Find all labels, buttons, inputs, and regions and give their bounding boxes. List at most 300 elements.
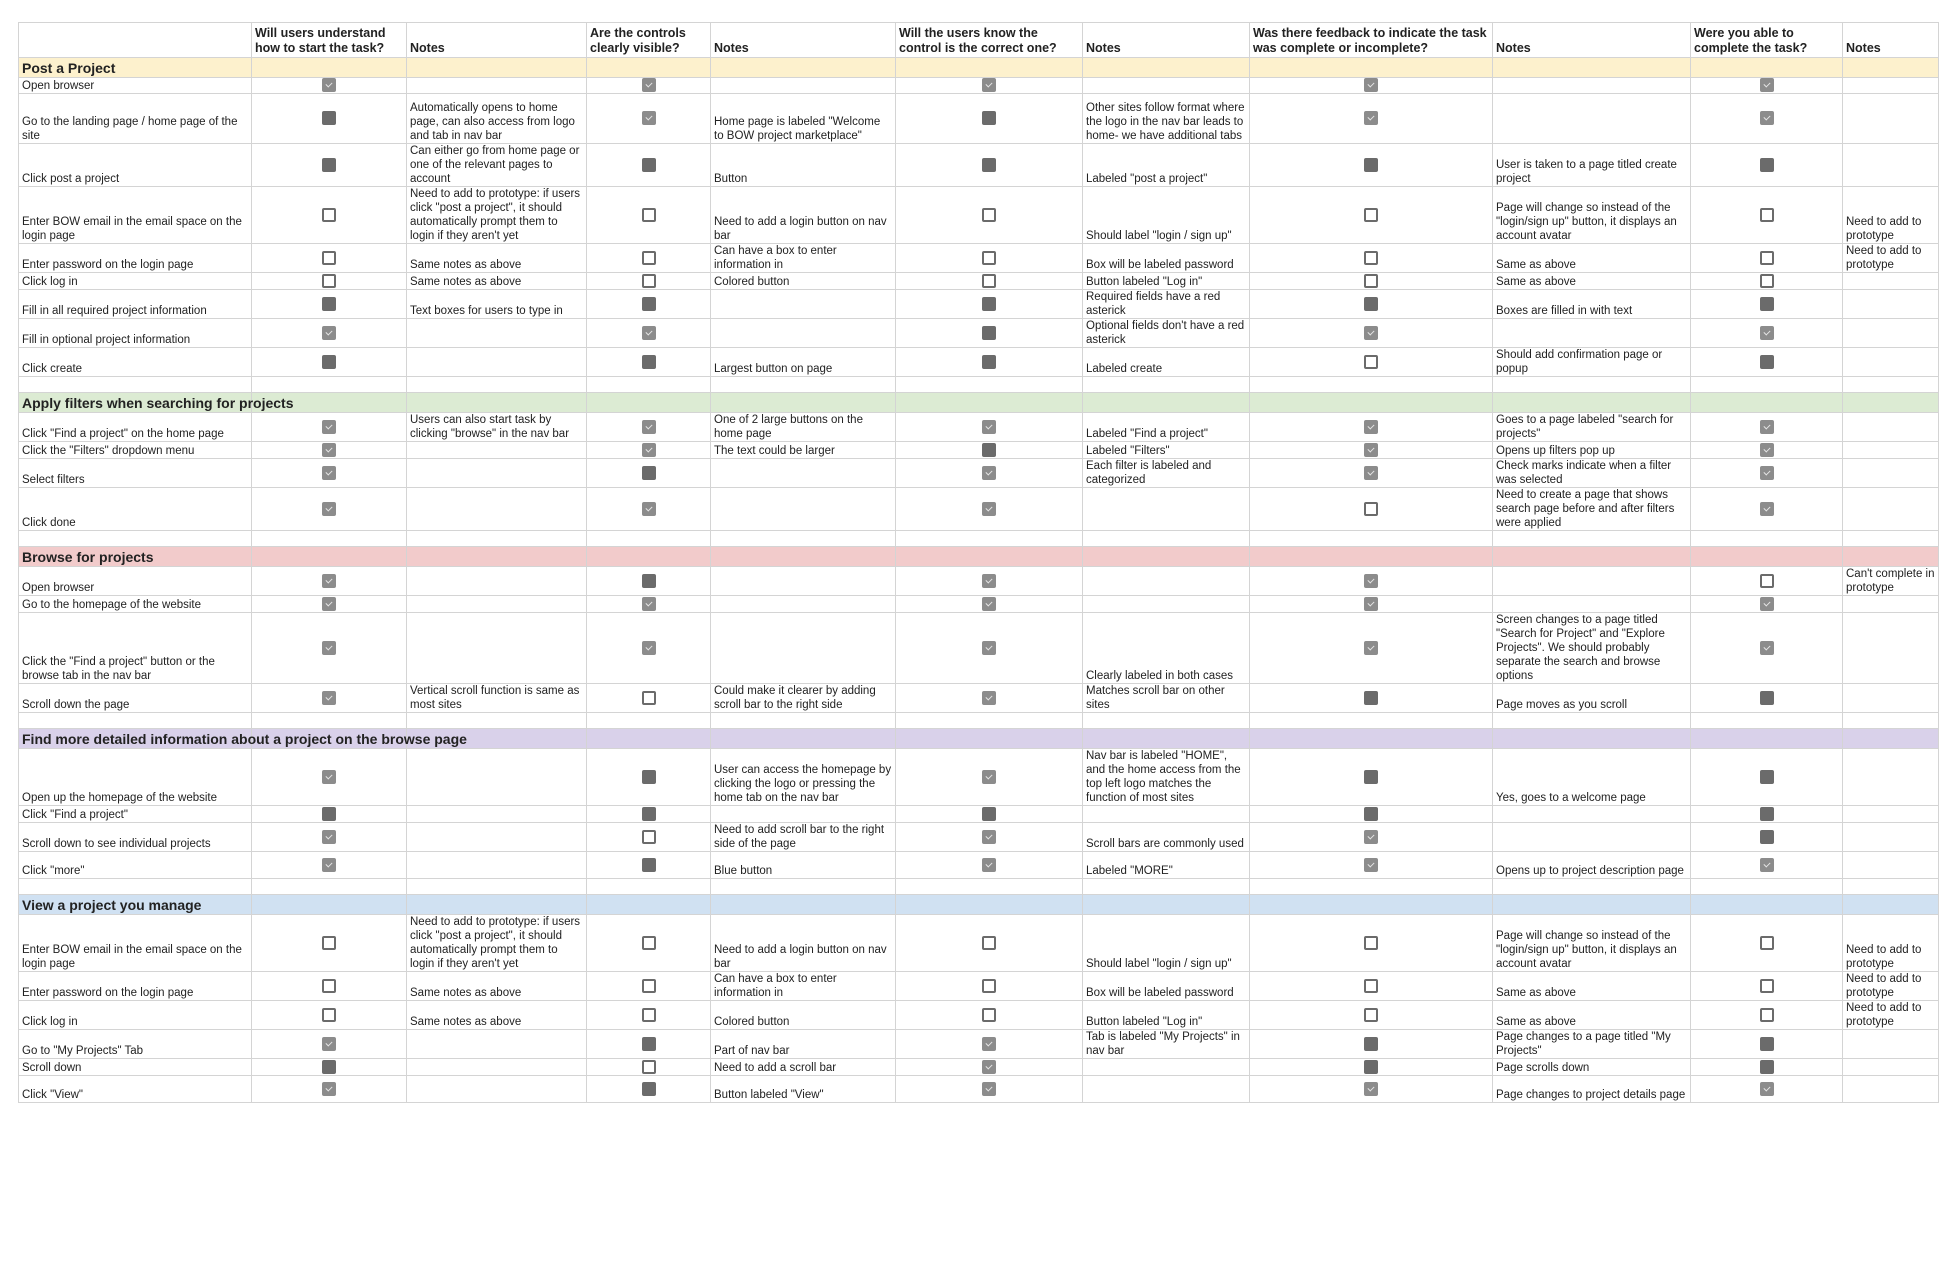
checkbox-unchecked-icon[interactable] — [1364, 251, 1378, 265]
task-cell[interactable]: Click the "Filters" dropdown menu — [19, 442, 252, 459]
notes-cell[interactable] — [1843, 413, 1939, 442]
checkbox-unchecked-icon[interactable] — [1760, 208, 1774, 222]
checkbox-cell[interactable] — [1250, 348, 1493, 377]
checkbox-unchecked-icon[interactable] — [1364, 355, 1378, 369]
checkbox-cell[interactable] — [896, 273, 1083, 290]
checkbox-filled-icon[interactable] — [1760, 158, 1774, 172]
notes-cell[interactable] — [1083, 78, 1250, 94]
blank-cell[interactable] — [407, 879, 587, 895]
notes-cell[interactable] — [1493, 319, 1691, 348]
notes-cell[interactable]: Labeled "post a project" — [1083, 144, 1250, 187]
checkbox-cell[interactable] — [1250, 567, 1493, 596]
checkbox-checked-icon[interactable] — [322, 420, 336, 434]
blank-cell[interactable] — [1250, 879, 1493, 895]
checkbox-checked-icon[interactable] — [642, 326, 656, 340]
checkbox-filled-icon[interactable] — [322, 1060, 336, 1074]
checkbox-unchecked-icon[interactable] — [642, 274, 656, 288]
blank-cell[interactable] — [252, 377, 407, 393]
notes-cell[interactable] — [1843, 78, 1939, 94]
notes-cell[interactable] — [711, 567, 896, 596]
checkbox-filled-icon[interactable] — [982, 443, 996, 457]
blank-cell[interactable] — [587, 377, 711, 393]
checkbox-cell[interactable] — [1250, 94, 1493, 144]
task-cell[interactable]: Enter password on the login page — [19, 244, 252, 273]
checkbox-unchecked-icon[interactable] — [1364, 979, 1378, 993]
checkbox-cell[interactable] — [587, 1030, 711, 1059]
notes-cell[interactable] — [407, 852, 587, 879]
checkbox-cell[interactable] — [1250, 1076, 1493, 1103]
task-cell[interactable]: Enter password on the login page — [19, 972, 252, 1001]
notes-cell[interactable] — [1493, 567, 1691, 596]
notes-cell[interactable]: Check marks indicate when a filter was selected — [1493, 459, 1691, 488]
checkbox-checked-icon[interactable] — [1760, 78, 1774, 92]
notes-cell[interactable] — [711, 488, 896, 531]
blank-cell[interactable] — [1691, 531, 1843, 547]
checkbox-filled-icon[interactable] — [1760, 807, 1774, 821]
notes-cell[interactable]: Should add confirmation page or popup — [1493, 348, 1691, 377]
checkbox-cell[interactable] — [1691, 823, 1843, 852]
checkbox-checked-icon[interactable] — [1364, 641, 1378, 655]
checkbox-unchecked-icon[interactable] — [1364, 936, 1378, 950]
checkbox-unchecked-icon[interactable] — [1760, 274, 1774, 288]
checkbox-cell[interactable] — [587, 319, 711, 348]
checkbox-cell[interactable] — [1691, 348, 1843, 377]
checkbox-checked-icon[interactable] — [322, 770, 336, 784]
checkbox-cell[interactable] — [1250, 459, 1493, 488]
checkbox-unchecked-icon[interactable] — [982, 274, 996, 288]
notes-cell[interactable] — [407, 348, 587, 377]
checkbox-checked-icon[interactable] — [1760, 111, 1774, 125]
checkbox-filled-icon[interactable] — [1760, 770, 1774, 784]
checkbox-cell[interactable] — [1691, 488, 1843, 531]
checkbox-unchecked-icon[interactable] — [982, 936, 996, 950]
checkbox-unchecked-icon[interactable] — [322, 274, 336, 288]
checkbox-cell[interactable] — [1250, 749, 1493, 806]
notes-cell[interactable] — [1083, 1059, 1250, 1076]
notes-cell[interactable] — [1843, 488, 1939, 531]
notes-cell[interactable]: Same notes as above — [407, 244, 587, 273]
checkbox-cell[interactable] — [1691, 94, 1843, 144]
notes-cell[interactable] — [1843, 319, 1939, 348]
blank-cell[interactable] — [407, 377, 587, 393]
checkbox-checked-icon[interactable] — [322, 78, 336, 92]
notes-cell[interactable]: The text could be larger — [711, 442, 896, 459]
checkbox-cell[interactable] — [896, 442, 1083, 459]
checkbox-checked-icon[interactable] — [322, 830, 336, 844]
notes-cell[interactable]: Need to add a login button on nav bar — [711, 915, 896, 972]
checkbox-cell[interactable] — [896, 78, 1083, 94]
checkbox-filled-icon[interactable] — [1364, 1060, 1378, 1074]
notes-cell[interactable] — [1493, 806, 1691, 823]
checkbox-cell[interactable] — [1250, 319, 1493, 348]
notes-cell[interactable]: Colored button — [711, 273, 896, 290]
notes-cell[interactable] — [1083, 596, 1250, 613]
checkbox-filled-icon[interactable] — [322, 111, 336, 125]
checkbox-checked-icon[interactable] — [1364, 111, 1378, 125]
checkbox-filled-icon[interactable] — [642, 807, 656, 821]
blank-cell[interactable] — [252, 713, 407, 729]
checkbox-unchecked-icon[interactable] — [982, 1008, 996, 1022]
notes-cell[interactable] — [407, 567, 587, 596]
checkbox-filled-icon[interactable] — [1760, 691, 1774, 705]
task-cell[interactable]: Enter BOW email in the email space on the login page — [19, 915, 252, 972]
notes-cell[interactable]: Need to add to prototype: if users click "post a project", it should automatically prompt them to login if they aren't yet — [407, 915, 587, 972]
task-cell[interactable]: Open browser — [19, 567, 252, 596]
checkbox-cell[interactable] — [252, 273, 407, 290]
task-cell[interactable]: Click "Find a project" — [19, 806, 252, 823]
checkbox-cell[interactable] — [1691, 1076, 1843, 1103]
checkbox-filled-icon[interactable] — [322, 807, 336, 821]
checkbox-checked-icon[interactable] — [322, 597, 336, 611]
task-cell[interactable]: Click log in — [19, 1001, 252, 1030]
checkbox-filled-icon[interactable] — [642, 1037, 656, 1051]
blank-cell[interactable] — [1843, 879, 1939, 895]
checkbox-cell[interactable] — [896, 1059, 1083, 1076]
checkbox-cell[interactable] — [587, 613, 711, 684]
blank-cell[interactable] — [1083, 531, 1250, 547]
checkbox-checked-icon[interactable] — [642, 420, 656, 434]
task-cell[interactable]: Go to the landing page / home page of the site — [19, 94, 252, 144]
checkbox-cell[interactable] — [1250, 273, 1493, 290]
notes-cell[interactable]: Need to add a scroll bar — [711, 1059, 896, 1076]
checkbox-cell[interactable] — [1691, 806, 1843, 823]
checkbox-cell[interactable] — [587, 488, 711, 531]
blank-cell[interactable] — [711, 531, 896, 547]
notes-cell[interactable]: Box will be labeled password — [1083, 244, 1250, 273]
checkbox-filled-icon[interactable] — [642, 158, 656, 172]
notes-cell[interactable] — [1843, 852, 1939, 879]
task-cell[interactable]: Click "more" — [19, 852, 252, 879]
checkbox-unchecked-icon[interactable] — [322, 208, 336, 222]
checkbox-cell[interactable] — [587, 442, 711, 459]
checkbox-filled-icon[interactable] — [642, 1082, 656, 1096]
notes-cell[interactable]: Button labeled "Log in" — [1083, 1001, 1250, 1030]
notes-cell[interactable] — [711, 459, 896, 488]
checkbox-cell[interactable] — [1691, 915, 1843, 972]
checkbox-cell[interactable] — [1691, 290, 1843, 319]
blank-cell[interactable] — [711, 879, 896, 895]
checkbox-checked-icon[interactable] — [1760, 597, 1774, 611]
checkbox-cell[interactable] — [1691, 273, 1843, 290]
blank-cell[interactable] — [1691, 713, 1843, 729]
checkbox-filled-icon[interactable] — [1364, 691, 1378, 705]
checkbox-checked-icon[interactable] — [1364, 78, 1378, 92]
checkbox-checked-icon[interactable] — [1760, 1082, 1774, 1096]
checkbox-cell[interactable] — [252, 972, 407, 1001]
notes-cell[interactable]: Same as above — [1493, 244, 1691, 273]
checkbox-cell[interactable] — [252, 852, 407, 879]
notes-cell[interactable]: Page scrolls down — [1493, 1059, 1691, 1076]
notes-cell[interactable] — [1843, 144, 1939, 187]
checkbox-filled-icon[interactable] — [1364, 1037, 1378, 1051]
checkbox-checked-icon[interactable] — [1364, 597, 1378, 611]
checkbox-cell[interactable] — [896, 1001, 1083, 1030]
checkbox-checked-icon[interactable] — [322, 1037, 336, 1051]
checkbox-checked-icon[interactable] — [982, 1060, 996, 1074]
checkbox-checked-icon[interactable] — [322, 1082, 336, 1096]
checkbox-cell[interactable] — [587, 273, 711, 290]
checkbox-cell[interactable] — [896, 319, 1083, 348]
checkbox-cell[interactable] — [252, 806, 407, 823]
notes-cell[interactable]: Box will be labeled password — [1083, 972, 1250, 1001]
checkbox-cell[interactable] — [896, 567, 1083, 596]
checkbox-checked-icon[interactable] — [982, 597, 996, 611]
notes-cell[interactable]: Need to add a login button on nav bar — [711, 187, 896, 244]
checkbox-checked-icon[interactable] — [642, 502, 656, 516]
checkbox-cell[interactable] — [1250, 1001, 1493, 1030]
task-cell[interactable]: Scroll down to see individual projects — [19, 823, 252, 852]
notes-cell[interactable] — [1843, 459, 1939, 488]
notes-cell[interactable]: Can have a box to enter information in — [711, 972, 896, 1001]
blank-cell[interactable] — [1250, 531, 1493, 547]
blank-cell[interactable] — [711, 713, 896, 729]
blank-cell[interactable] — [1843, 377, 1939, 393]
checkbox-cell[interactable] — [252, 1030, 407, 1059]
task-cell[interactable]: Click "Find a project" on the home page — [19, 413, 252, 442]
blank-cell[interactable] — [1691, 377, 1843, 393]
checkbox-unchecked-icon[interactable] — [1364, 208, 1378, 222]
checkbox-cell[interactable] — [252, 1059, 407, 1076]
notes-cell[interactable]: Need to add to prototype — [1843, 1001, 1939, 1030]
notes-cell[interactable]: Colored button — [711, 1001, 896, 1030]
checkbox-cell[interactable] — [587, 749, 711, 806]
blank-cell[interactable] — [1083, 713, 1250, 729]
blank-cell[interactable] — [407, 713, 587, 729]
checkbox-filled-icon[interactable] — [982, 326, 996, 340]
checkbox-cell[interactable] — [1250, 413, 1493, 442]
checkbox-cell[interactable] — [896, 290, 1083, 319]
checkbox-cell[interactable] — [896, 806, 1083, 823]
checkbox-filled-icon[interactable] — [1760, 1060, 1774, 1074]
checkbox-cell[interactable] — [587, 187, 711, 244]
blank-cell[interactable] — [896, 879, 1083, 895]
checkbox-filled-icon[interactable] — [982, 158, 996, 172]
checkbox-unchecked-icon[interactable] — [1760, 979, 1774, 993]
checkbox-cell[interactable] — [252, 749, 407, 806]
notes-cell[interactable] — [407, 78, 587, 94]
notes-cell[interactable]: Button — [711, 144, 896, 187]
checkbox-checked-icon[interactable] — [982, 1082, 996, 1096]
notes-cell[interactable]: Other sites follow format where the logo in the nav bar leads to home- we have additional tabs — [1083, 94, 1250, 144]
notes-cell[interactable]: Page changes to project details page — [1493, 1076, 1691, 1103]
task-cell[interactable]: Click create — [19, 348, 252, 377]
notes-cell[interactable]: Same as above — [1493, 273, 1691, 290]
notes-cell[interactable]: Same notes as above — [407, 1001, 587, 1030]
checkbox-cell[interactable] — [1691, 596, 1843, 613]
checkbox-cell[interactable] — [1250, 144, 1493, 187]
checkbox-checked-icon[interactable] — [322, 443, 336, 457]
checkbox-cell[interactable] — [1691, 1059, 1843, 1076]
checkbox-cell[interactable] — [1250, 1030, 1493, 1059]
checkbox-cell[interactable] — [252, 488, 407, 531]
notes-cell[interactable]: Vertical scroll function is same as most sites — [407, 684, 587, 713]
checkbox-cell[interactable] — [1691, 78, 1843, 94]
checkbox-filled-icon[interactable] — [982, 111, 996, 125]
checkbox-cell[interactable] — [1250, 442, 1493, 459]
notes-cell[interactable] — [407, 1076, 587, 1103]
checkbox-filled-icon[interactable] — [642, 355, 656, 369]
blank-cell[interactable] — [19, 531, 252, 547]
checkbox-cell[interactable] — [1250, 1059, 1493, 1076]
task-cell[interactable]: Fill in all required project information — [19, 290, 252, 319]
checkbox-checked-icon[interactable] — [982, 830, 996, 844]
notes-cell[interactable]: Labeled "Find a project" — [1083, 413, 1250, 442]
checkbox-checked-icon[interactable] — [1364, 326, 1378, 340]
checkbox-checked-icon[interactable] — [322, 641, 336, 655]
checkbox-filled-icon[interactable] — [642, 297, 656, 311]
checkbox-unchecked-icon[interactable] — [642, 208, 656, 222]
checkbox-cell[interactable] — [587, 1001, 711, 1030]
checkbox-unchecked-icon[interactable] — [1760, 251, 1774, 265]
notes-cell[interactable]: Page will change so instead of the "login/sign up" button, it displays an account avatar — [1493, 915, 1691, 972]
blank-cell[interactable] — [896, 531, 1083, 547]
checkbox-unchecked-icon[interactable] — [642, 251, 656, 265]
checkbox-cell[interactable] — [252, 684, 407, 713]
checkbox-cell[interactable] — [1250, 244, 1493, 273]
notes-cell[interactable] — [1493, 94, 1691, 144]
checkbox-checked-icon[interactable] — [1364, 420, 1378, 434]
checkbox-unchecked-icon[interactable] — [322, 1008, 336, 1022]
blank-cell[interactable] — [587, 713, 711, 729]
notes-cell[interactable] — [1843, 684, 1939, 713]
checkbox-cell[interactable] — [1691, 442, 1843, 459]
notes-cell[interactable]: Clearly labeled in both cases — [1083, 613, 1250, 684]
checkbox-unchecked-icon[interactable] — [322, 251, 336, 265]
notes-cell[interactable] — [711, 596, 896, 613]
notes-cell[interactable]: Automatically opens to home page, can also access from logo and tab in nav bar — [407, 94, 587, 144]
notes-cell[interactable] — [407, 823, 587, 852]
checkbox-cell[interactable] — [1250, 596, 1493, 613]
checkbox-cell[interactable] — [587, 567, 711, 596]
blank-cell[interactable] — [19, 713, 252, 729]
notes-cell[interactable] — [407, 459, 587, 488]
checkbox-cell[interactable] — [1691, 413, 1843, 442]
checkbox-checked-icon[interactable] — [642, 597, 656, 611]
notes-cell[interactable] — [407, 613, 587, 684]
notes-cell[interactable]: Boxes are filled in with text — [1493, 290, 1691, 319]
notes-cell[interactable]: Same notes as above — [407, 972, 587, 1001]
checkbox-checked-icon[interactable] — [1760, 641, 1774, 655]
notes-cell[interactable] — [711, 319, 896, 348]
notes-cell[interactable]: Can either go from home page or one of the relevant pages to account — [407, 144, 587, 187]
checkbox-cell[interactable] — [896, 823, 1083, 852]
checkbox-cell[interactable] — [896, 972, 1083, 1001]
task-cell[interactable]: Scroll down — [19, 1059, 252, 1076]
checkbox-checked-icon[interactable] — [1364, 1082, 1378, 1096]
checkbox-cell[interactable] — [1250, 806, 1493, 823]
task-cell[interactable]: Click post a project — [19, 144, 252, 187]
notes-cell[interactable]: Nav bar is labeled "HOME", and the home access from the top left logo matches the function of most sites — [1083, 749, 1250, 806]
blank-cell[interactable] — [896, 377, 1083, 393]
checkbox-cell[interactable] — [1250, 852, 1493, 879]
notes-cell[interactable]: Need to add to prototype: if users click "post a project", it should automatically prompt them to login if they aren't yet — [407, 187, 587, 244]
checkbox-cell[interactable] — [896, 244, 1083, 273]
notes-cell[interactable] — [1843, 749, 1939, 806]
notes-cell[interactable]: Users can also start task by clicking "browse" in the nav bar — [407, 413, 587, 442]
checkbox-cell[interactable] — [252, 187, 407, 244]
task-cell[interactable]: Go to "My Projects" Tab — [19, 1030, 252, 1059]
checkbox-checked-icon[interactable] — [1364, 574, 1378, 588]
notes-cell[interactable]: Need to add to prototype — [1843, 244, 1939, 273]
checkbox-checked-icon[interactable] — [1760, 858, 1774, 872]
notes-cell[interactable]: Blue button — [711, 852, 896, 879]
notes-cell[interactable] — [1843, 823, 1939, 852]
checkbox-checked-icon[interactable] — [982, 770, 996, 784]
checkbox-cell[interactable] — [1691, 613, 1843, 684]
checkbox-filled-icon[interactable] — [1364, 807, 1378, 821]
checkbox-unchecked-icon[interactable] — [642, 830, 656, 844]
blank-cell[interactable] — [1250, 713, 1493, 729]
task-cell[interactable]: Select filters — [19, 459, 252, 488]
checkbox-cell[interactable] — [252, 78, 407, 94]
checkbox-cell[interactable] — [587, 684, 711, 713]
notes-cell[interactable]: Opens up to project description page — [1493, 852, 1691, 879]
task-cell[interactable]: Click the "Find a project" button or the browse tab in the nav bar — [19, 613, 252, 684]
checkbox-cell[interactable] — [587, 290, 711, 319]
checkbox-filled-icon[interactable] — [642, 466, 656, 480]
checkbox-cell[interactable] — [1250, 823, 1493, 852]
checkbox-cell[interactable] — [1250, 290, 1493, 319]
checkbox-filled-icon[interactable] — [322, 158, 336, 172]
checkbox-cell[interactable] — [587, 852, 711, 879]
notes-cell[interactable]: Should label "login / sign up" — [1083, 915, 1250, 972]
notes-cell[interactable] — [407, 749, 587, 806]
notes-cell[interactable]: One of 2 large buttons on the home page — [711, 413, 896, 442]
notes-cell[interactable]: User is taken to a page titled create project — [1493, 144, 1691, 187]
task-cell[interactable]: Click done — [19, 488, 252, 531]
blank-cell[interactable] — [1083, 879, 1250, 895]
checkbox-unchecked-icon[interactable] — [642, 936, 656, 950]
checkbox-filled-icon[interactable] — [1760, 355, 1774, 369]
checkbox-cell[interactable] — [1691, 1001, 1843, 1030]
checkbox-cell[interactable] — [1691, 187, 1843, 244]
checkbox-filled-icon[interactable] — [642, 858, 656, 872]
notes-cell[interactable] — [407, 319, 587, 348]
checkbox-cell[interactable] — [587, 144, 711, 187]
blank-cell[interactable] — [1691, 879, 1843, 895]
task-cell[interactable]: Click "View" — [19, 1076, 252, 1103]
notes-cell[interactable] — [1843, 273, 1939, 290]
notes-cell[interactable] — [1843, 596, 1939, 613]
checkbox-checked-icon[interactable] — [322, 574, 336, 588]
notes-cell[interactable]: Same as above — [1493, 972, 1691, 1001]
checkbox-checked-icon[interactable] — [982, 574, 996, 588]
checkbox-unchecked-icon[interactable] — [322, 936, 336, 950]
checkbox-cell[interactable] — [896, 413, 1083, 442]
checkbox-cell[interactable] — [896, 749, 1083, 806]
checkbox-unchecked-icon[interactable] — [982, 251, 996, 265]
notes-cell[interactable]: Same as above — [1493, 1001, 1691, 1030]
task-cell[interactable]: Enter BOW email in the email space on the login page — [19, 187, 252, 244]
notes-cell[interactable]: Labeled "MORE" — [1083, 852, 1250, 879]
checkbox-unchecked-icon[interactable] — [1364, 502, 1378, 516]
notes-cell[interactable] — [407, 596, 587, 613]
notes-cell[interactable]: Each filter is labeled and categorized — [1083, 459, 1250, 488]
notes-cell[interactable] — [407, 1059, 587, 1076]
notes-cell[interactable]: Tab is labeled "My Projects" in nav bar — [1083, 1030, 1250, 1059]
checkbox-cell[interactable] — [1691, 319, 1843, 348]
blank-cell[interactable] — [1083, 377, 1250, 393]
notes-cell[interactable]: Same notes as above — [407, 273, 587, 290]
task-cell[interactable]: Open browser — [19, 78, 252, 94]
checkbox-cell[interactable] — [1250, 78, 1493, 94]
checkbox-cell[interactable] — [587, 1076, 711, 1103]
notes-cell[interactable] — [407, 1030, 587, 1059]
notes-cell[interactable] — [711, 290, 896, 319]
checkbox-checked-icon[interactable] — [1760, 466, 1774, 480]
notes-cell[interactable]: Can have a box to enter information in — [711, 244, 896, 273]
checkbox-cell[interactable] — [587, 1059, 711, 1076]
